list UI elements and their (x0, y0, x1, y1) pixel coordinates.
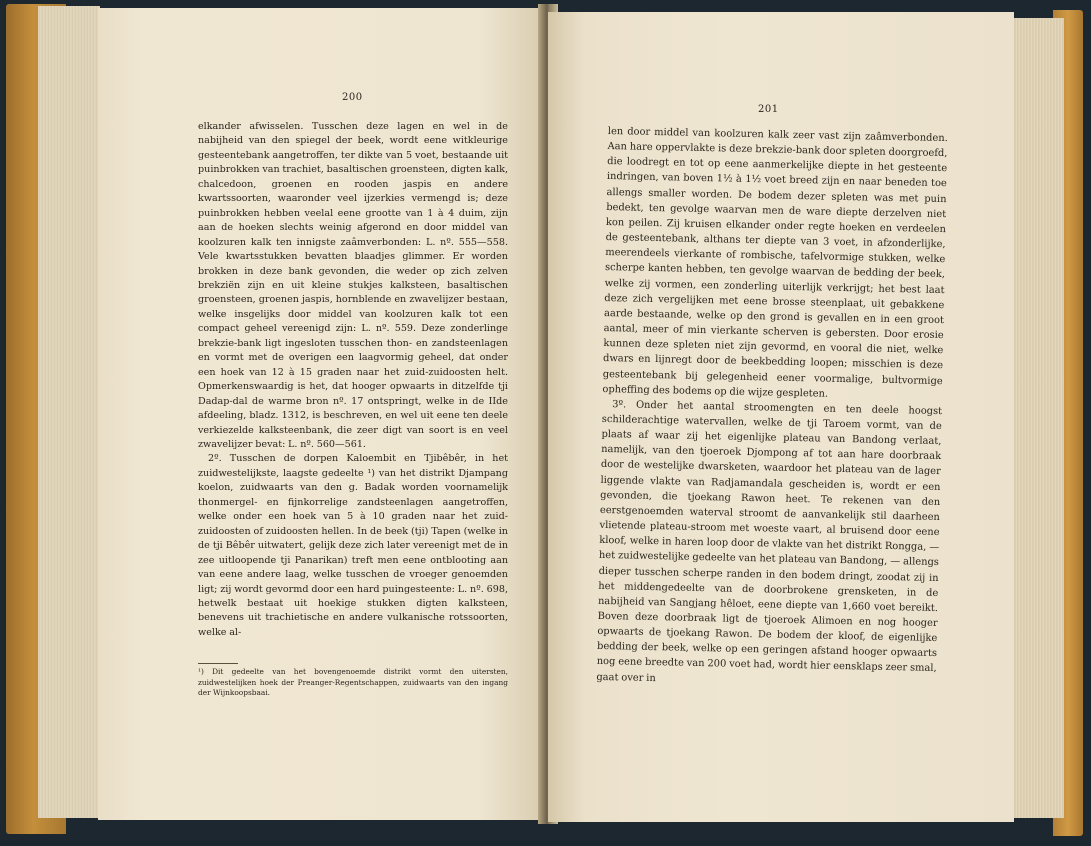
right-page-number: 201 (758, 104, 779, 115)
right-paragraph-1: len door middel van koolzuren kalk zeer vast zijn zaâmverbonden. Aan hare oppervlakte is deze brekzie-bank door spleten doorgroefd, die loodregt en tot op eene aanmerkelijke diepte in het gesteente indringen, van boven 1½ à 1½ voet breed zijn en naar beneden toe allengs smaller worden. De bodem dezer spleten was met puin bedekt, ten gevolge waarvan men de ware diepte derzelven niet kon peilen. Zij kruisen elkander onder regte hoeken en verdeelen de gesteentebank, althans ter diepte van 3 voet, in afzonderlijke, meerendeels vierkante of rombische, tafelvormige stukken, welke scherpe kanten hebben, ten gevolge waarvan de bedding der beek, welke zij vormen, een zonderling uiterlijk verkrijgt; het best laat deze zich vergelijken met eene brosse steenplaat, uit gebakkene aarde bestaande, welke op den grond is gevallen en in een groot aantal, meer of min vierkante scherven is gebersten. Door erosie kunnen deze spleten niet zijn gevormd, en vooral die niet, welke dwars en lijnregt door de beekbedding loopen; misschien is deze gesteentebank bij gelegenheid eener voormalige, bultvormige opheffing des bodems op die wijze gespleten. (602, 125, 948, 400)
left-page-edges (38, 6, 100, 818)
footnote-divider (198, 663, 238, 664)
left-page (98, 8, 546, 820)
left-page-footnote: ¹) Dit gedeelte van het bovengenoemde distrikt vormt den uitersten, zuidwestelijken hoek der Preanger-Regentschappen, zuidwaarts van den ingang der Wijnkoopsbaai. (198, 667, 508, 697)
left-page-body (198, 120, 508, 640)
right-page (548, 12, 1014, 822)
right-page-edges (1012, 18, 1064, 818)
left-page-number: 200 (342, 92, 363, 103)
left-paragraph-1: elkander afwisselen. Tusschen deze lagen en wel in de nabijheid van den spiegel der beek, wordt eene witkleurige gesteentebank aangetroffen, ter dikte van 5 voet, bestaande uit puinbrokken van trachiet, basaltischen groensteen, digten kalk, chalcedoon, groenen en rooden jaspis en andere kwartssoorten, waaronder veel ijzerkies vermengd is; deze puinbrokken hebben veelal eene grootte van 1 à 4 duim, zijn aan de hoeken slechts weinig afgerond en door middel van koolzuren kalk ten innigste zaâmverbonden: L. nº. 555—558. Vele kwartsstukken bevatten blaadjes glimmer. Er worden brokken in deze bank gevonden, die weder op zich zelven brekziën zijn en uit kleine stukjes kalksteen, basaltischen groensteen, groenen jaspis, hornblende en zwavelijzer bestaan, welke insgelijks door middel van koolzuren kalk tot een compact geheel vereenigd zijn: L. nº. 559. Deze zonderlinge brekzie-bank ligt ingesloten tusschen thon- en zandsteenlagen en vormt met de overigen een laagvormig geheel, dat onder een hoek van 12 à 15 graden naar het zuid-zuidoosten helt. Opmerkenswaardig is het, dat hooger opwaarts in ditzelfde tji Dadap-dal de warme bron nº. 17 ontspringt, welke in de IIde afdeeling, bladz. 1312, is beschreven, en wel uit eene ten deele verkiezelde kalksteenbank, die zeer digt van soort is en veel zwavelijzer bevat: L. nº. 560—561. (198, 121, 508, 450)
left-paragraph-2: 2º. Tusschen de dorpen Kaloembit en Tjibêbêr, in het zuidwestelijkste, laagste gedeelte ¹) van het distrikt Djampang koelon, zuidwaarts van den g. Badak worden voornamelijk thonmergel- en fijnkorrelige zandsteenlagen aangetroffen, welke onder een hoek van 5 à 10 graden naar het zuid-zuidoosten of zuidoosten hellen. In de beek (tji) Tapen (welke in de tji Bêbêr uitwatert, gelijk deze zich later vereenigt met de in zee uitloopende tji Panarikan) treft men eene ontblooting aan van eene andere laag, welke tusschen de vroeger genoemden ligt; zij wordt gevormd door een hard puingesteente: L. nº. 698, hetwelk bestaat uit hoekige stukken digten kalksteen, benevens uit trachietische en andere vulkanische rotssoorten, welke al- (198, 453, 508, 638)
right-paragraph-2: 3º. Onder het aantal stroomengten en ten deele hoogst schilderachtige watervallen, welke de tji Taroem vormt, van de plaats af waar zij het eigenlijke plateau van Bandong verlaat, namelijk, van den tjoeroek Djompong af tot aan hare doorbraak door de westelijke dwarsketen, waardoor het plateau van de lager liggende vlakte van Radjamandala gescheiden is, wordt er een gevonden, die tjoekang Rawon heet. Te rekenen van den eerstgenoemden waterval stroomt de aanvankelijk stil daarheen vlietende plateau-stroom met woeste vaart, al bruisend door eene kloof, welke in haren loop door de vlakte van het distrikt Rongga, — het zuidwestelijke gedeelte van het plateau van Bandong, — allengs dieper tusschen scherpe randen in den bodem dringt, zoodat zij in het middengedeelte van de doorbrokene grensketen, in de nabijheid van Sangjang hêloet, eene diepte van 1,660 voet bereikt. Boven deze doorbraak ligt de tjoeroek Alimoen en nog hooger opwaarts de tjoekang Rawon. De bodem der kloof, de eigenlijke bedding der beek, welke op een geringen afstand hooger opwaarts nog eene breedte van 200 voet had, wordt hier eensklaps zeer smal, gaat over in (596, 398, 943, 684)
right-page-body (596, 124, 948, 692)
